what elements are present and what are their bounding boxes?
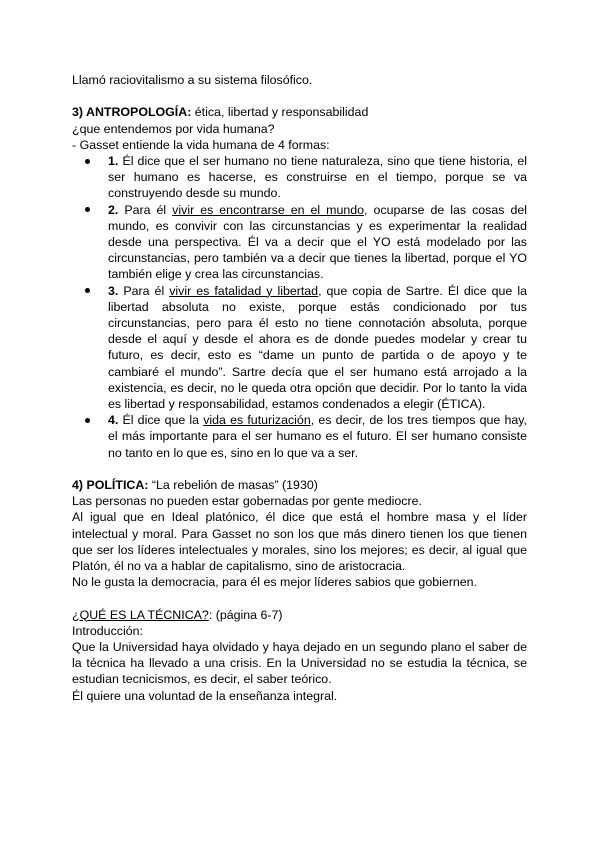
document-body bbox=[72, 72, 527, 704]
item-number: 3. bbox=[108, 283, 119, 298]
list-item bbox=[72, 412, 527, 461]
item-text-underline: vivir es encontrarse en el mundo bbox=[172, 202, 365, 217]
list-item bbox=[72, 202, 527, 283]
section-5-heading bbox=[72, 607, 527, 623]
section-3-heading bbox=[72, 104, 527, 120]
spacer bbox=[72, 461, 527, 477]
item-number: 1. bbox=[108, 154, 119, 168]
item-text-post: , es decir, de los tres tiempos que hay, el más importante para el ser humano es el futuro. El ser humano consiste no tanto en lo que es, sino en lo que va a ser. bbox=[108, 413, 527, 460]
bullet-icon bbox=[85, 418, 90, 423]
section-5-heading-rest: : (página 6-7) bbox=[208, 607, 283, 622]
section-4-paragraph-2: Al igual que en Ideal platónico, él dice que está el hombre masa y el líder intelectual y moral. Para Gasset no son los que más dinero tienen los que tienen que ser los líderes intelectuales y morales, sino los mejores; es decir, al igual que Platón, él no va a hablar de capitalismo, sino de aristocracia. bbox=[72, 510, 527, 574]
bullet-icon bbox=[85, 207, 90, 212]
section-4-heading-bold: 4) POLÍTICA: bbox=[72, 478, 149, 493]
item-text-pre: Él dice que el ser humano no tiene naturaleza, sino que tiene historia, el ser humano es hacerse, es construirse en el tiempo, porque se va construyendo desde su mundo. bbox=[108, 154, 527, 201]
section-3-heading-bold: 3) ANTROPOLOGÍA: bbox=[72, 105, 192, 120]
item-text-post: , que copia de Sartre. Él dice que la libertad absoluta no existe, porque estás condicionado por tus circunstancias, pero para él esto no tiene connotación absoluta, porque desde el aquí y desde el ahora es de donde puedes modelar y crear tu futuro, es decir, esto es “dame un punto de partida o de apoyo y te cambiaré el mundo”. Sartre decía que el ser humano está arrojado a la existencia, es decir, no le queda otra opción que decidir. Por lo tanto la vida es libertad y responsabilidad, estamos condenados a elegir (ÉTICA). bbox=[108, 283, 527, 412]
item-number: 2. bbox=[108, 202, 119, 217]
section-4-paragraph-3: No le gusta la democracia, para él es mejor líderes sabios que gobiernen. bbox=[72, 575, 477, 590]
spacer bbox=[72, 590, 527, 606]
section-3-heading-rest: ética, libertad y responsabilidad bbox=[191, 105, 369, 120]
bullet-icon bbox=[85, 159, 90, 164]
section-5-paragraph-1: Que la Universidad haya olvidado y haya dejado en un segundo plano el saber de la técnica ha llevado a una crisis. En la Universidad no se estudia la técnica, se estudian tecnicismos, es decir, el saber teórico. bbox=[72, 640, 527, 687]
item-text-underline: vida es futurización bbox=[203, 413, 311, 428]
item-text-underline: vivir es fatalidad y libertad bbox=[169, 283, 319, 298]
section-5-subheading: Introducción: bbox=[72, 623, 143, 638]
list-item bbox=[72, 153, 527, 202]
item-number: 4. bbox=[108, 413, 119, 428]
section-3-question: ¿que entendemos por vida humana? bbox=[72, 121, 275, 136]
section-4-heading bbox=[72, 477, 527, 493]
section-4-paragraph-1: Las personas no pueden estar gobernadas por gente mediocre. bbox=[72, 494, 422, 509]
item-text-pre: Para él bbox=[118, 283, 170, 298]
section-5-heading-underline: ¿QUÉ ES LA TÉCNICA? bbox=[72, 607, 209, 622]
bullet-icon bbox=[85, 288, 90, 293]
item-text-post: , ocuparse de las cosas del mundo, es convivir con las circunstancias y es experimentar la realidad desde una perspectiva. Él va a decir que el YO está modelado por las circunstancias, pero también va a decir que tienes la libertad, porque el YO también elige y crea las circunstancias. bbox=[108, 202, 527, 282]
section-5-paragraph-2: Él quiere una voluntad de la enseñanza integral. bbox=[72, 688, 338, 703]
section-3-lead: - Gasset entiende la vida humana de 4 formas: bbox=[72, 137, 330, 152]
item-text-pre: Para él bbox=[118, 202, 173, 217]
vida-humana-list bbox=[72, 153, 527, 461]
section-4-heading-rest: “La rebelión de masas” (1930) bbox=[148, 478, 318, 493]
spacer bbox=[72, 88, 527, 104]
list-item bbox=[72, 283, 527, 413]
item-text-pre: Él dice que la bbox=[118, 413, 204, 428]
intro-line: Llamó raciovitalismo a su sistema filosófico. bbox=[72, 73, 313, 87]
